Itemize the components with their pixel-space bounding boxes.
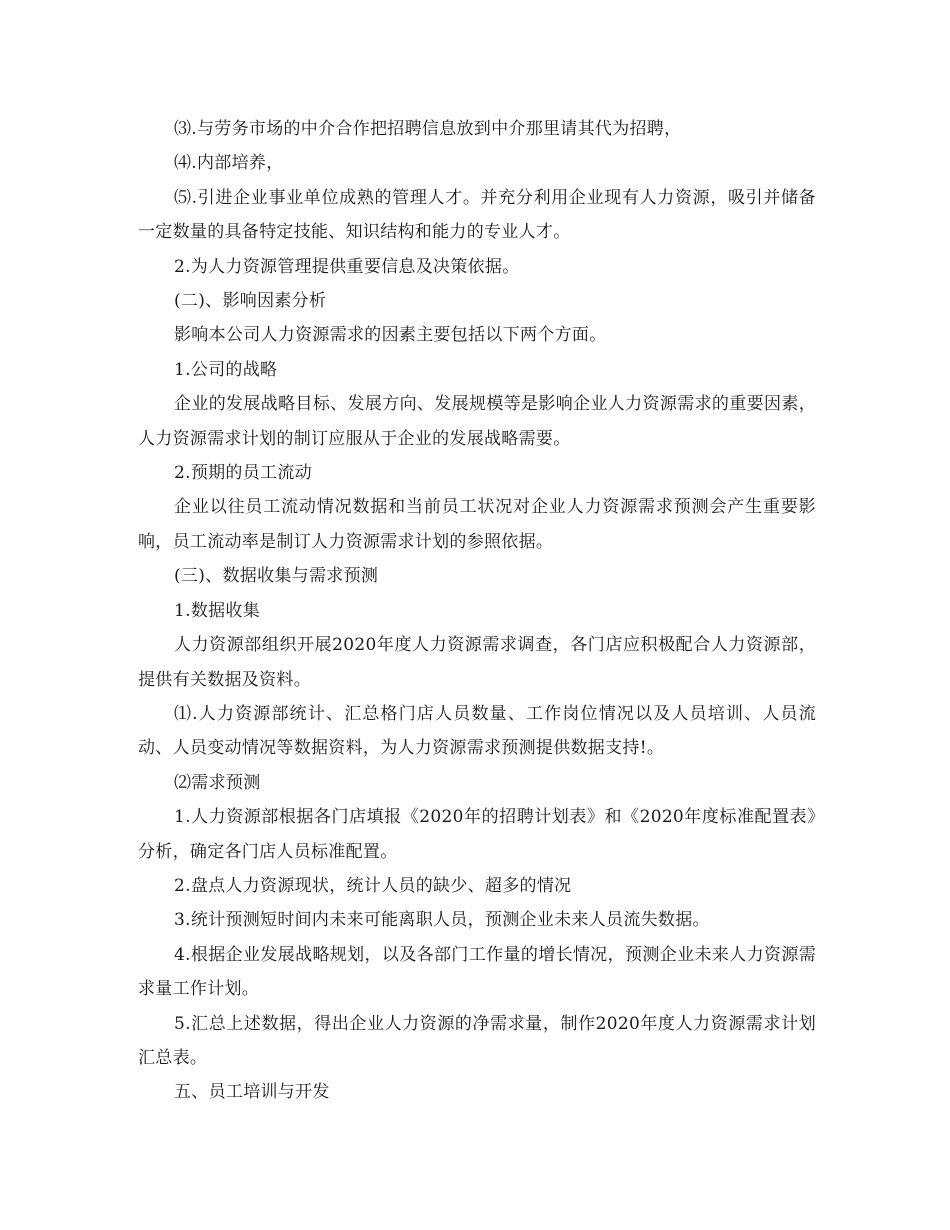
subheading-turnover: 2.预期的员工流动	[174, 463, 312, 484]
section-heading-factors: (二)、影响因素分析	[174, 291, 327, 312]
list-item-statistics: ⑴.人力资源部统计、汇总格门店人员数量、工作岗位情况以及人员培训、人员流动、人员变动情况等数据资料，为人力资源需求预测提供数据支持!。	[138, 703, 816, 759]
subheading-demand-forecast: ⑵需求预测	[174, 772, 261, 793]
subheading-data-collection: 1.数据收集	[174, 600, 261, 621]
list-item-internal-training: ⑷.内部培养，	[174, 153, 284, 174]
list-item-forecast-2: 2.盘点人力资源现状，统计人员的缺少、超多的情况	[174, 875, 572, 896]
list-item-forecast-5: 5.汇总上述数据，得出企业人力资源的净需求量，制作2020年度人力资源需求计划汇总表。	[138, 1013, 816, 1068]
list-item-forecast-1: 1.人力资源部根据各门店填报《2020年的招聘计划表》和《2020年度标准配置表》分析，确定各门店人员标准配置。	[138, 807, 816, 862]
subheading-strategy: 1.公司的战略	[174, 359, 278, 380]
paragraph-survey: 人力资源部组织开展2020年度人力资源需求调查，各门店应积极配合人力资源部，提供有关数据及资料。	[138, 635, 816, 690]
list-item-recruit-agency: ⑶.与劳务市场的中介合作把招聘信息放到中介那里请其代为招聘，	[174, 119, 682, 139]
list-item-introduce-talent: ⑸.引进企业事业单位成熟的管理人才。并充分利用企业现有人力资源，吸引并储备一定数量的具备特定技能、知识结构和能力的专业人才。	[138, 187, 816, 243]
section-heading-data-forecast: (三)、数据收集与需求预测	[174, 566, 379, 587]
list-item-forecast-4: 4.根据企业发展战略规划，以及各部门工作量的增长情况，预测企业未来人力资源需求量工作计划。	[138, 944, 816, 1000]
document-body	[138, 112, 816, 1110]
point-decision-basis: 2.为人力资源管理提供重要信息及决策依据。	[174, 256, 520, 277]
section-heading-training: 五、员工培训与开发	[174, 1082, 330, 1103]
paragraph-strategy: 企业的发展战略目标、发展方向、发展规模等是影响企业人力资源需求的重要因素，人力资源需求计划的制订应服从于企业的发展战略需要。	[138, 394, 816, 449]
list-item-forecast-3: 3.统计预测短时间内未来可能离职人员，预测企业未来人员流失数据。	[174, 910, 710, 931]
paragraph-factors-intro: 影响本公司人力资源需求的因素主要包括以下两个方面。	[174, 325, 607, 346]
paragraph-turnover: 企业以往员工流动情况数据和当前员工状况对企业人力资源需求预测会产生重要影响，员工流动率是制订人力资源需求计划的参照依据。	[138, 497, 816, 552]
